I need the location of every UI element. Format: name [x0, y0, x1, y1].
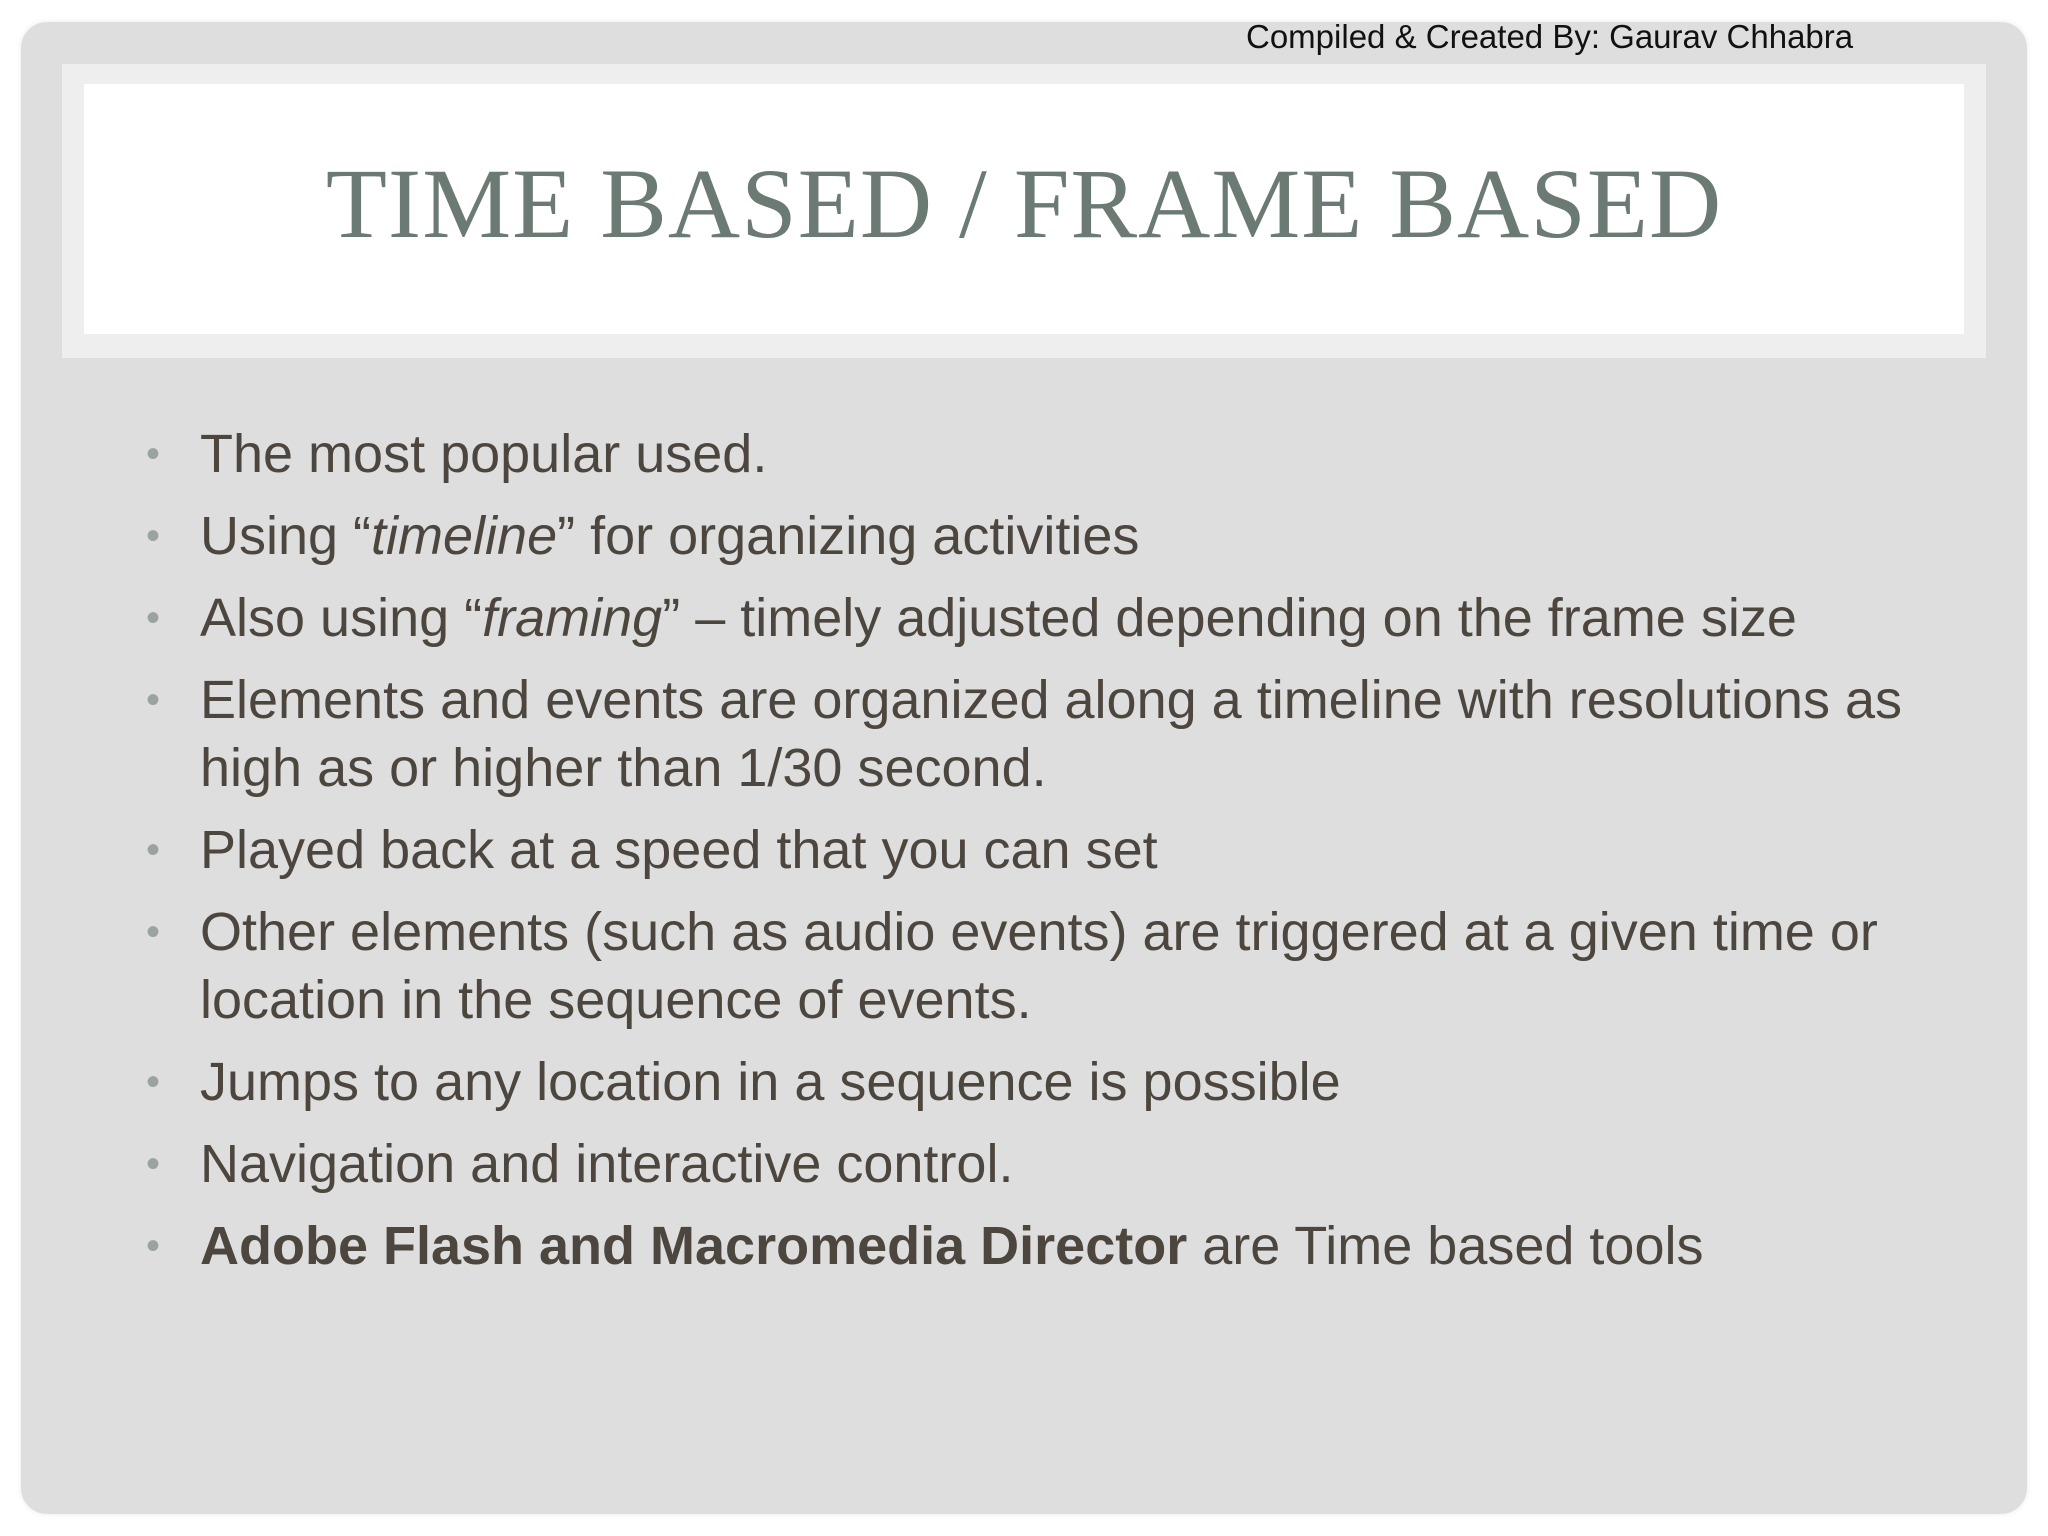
bullet-text: Using “	[200, 506, 372, 566]
bullet-dot-icon: •	[146, 1060, 161, 1104]
bullet-dot-icon: •	[146, 828, 161, 872]
bullet-item	[146, 1048, 1946, 1116]
bullet-list	[146, 420, 1946, 1294]
bullet-item	[146, 502, 1946, 570]
bullet-bold-text: Adobe Flash and Macromedia Director	[200, 1216, 1188, 1276]
bullet-emphasis: framing	[482, 588, 663, 648]
bullet-item	[146, 816, 1946, 884]
bullet-text: Elements and events are organized along a timeline with resolutions as high as or higher than 1/30 second.	[200, 670, 1902, 798]
bullet-text: The most popular used.	[200, 424, 768, 484]
bullet-dot-icon: •	[146, 596, 161, 640]
bullet-dot-icon: •	[146, 432, 161, 476]
bullet-dot-icon: •	[146, 1142, 161, 1186]
bullet-text: Jumps to any location in a sequence is possible	[200, 1052, 1341, 1112]
bullet-item	[146, 420, 1946, 488]
bullet-dot-icon: •	[146, 910, 161, 954]
bullet-item	[146, 1212, 1946, 1280]
bullet-dot-icon: •	[146, 678, 161, 722]
bullet-item	[146, 898, 1946, 1034]
bullet-text: Other elements (such as audio events) are triggered at a given time or location in the sequence of events.	[200, 902, 1878, 1030]
bullet-item	[146, 1130, 1946, 1198]
bullet-text: Played back at a speed that you can set	[200, 820, 1158, 880]
bullet-text: Also using “	[200, 588, 483, 648]
bullet-dot-icon: •	[146, 1224, 161, 1268]
bullet-text: ” for organizing activities	[557, 506, 1140, 566]
bullet-text: ” – timely adjusted depending on the frame size	[662, 588, 1797, 648]
bullet-text: are Time based tools	[1187, 1216, 1704, 1276]
bullet-item	[146, 584, 1946, 652]
bullet-emphasis: timeline	[371, 506, 558, 566]
slide-title: TIME BASED / FRAME BASED	[325, 147, 1723, 259]
bullet-text: Navigation and interactive control.	[200, 1134, 1014, 1194]
bullet-dot-icon: •	[146, 514, 161, 558]
credit-text: Compiled & Created By: Gaurav Chhabra	[1246, 18, 1854, 55]
bullet-item	[146, 666, 1946, 802]
